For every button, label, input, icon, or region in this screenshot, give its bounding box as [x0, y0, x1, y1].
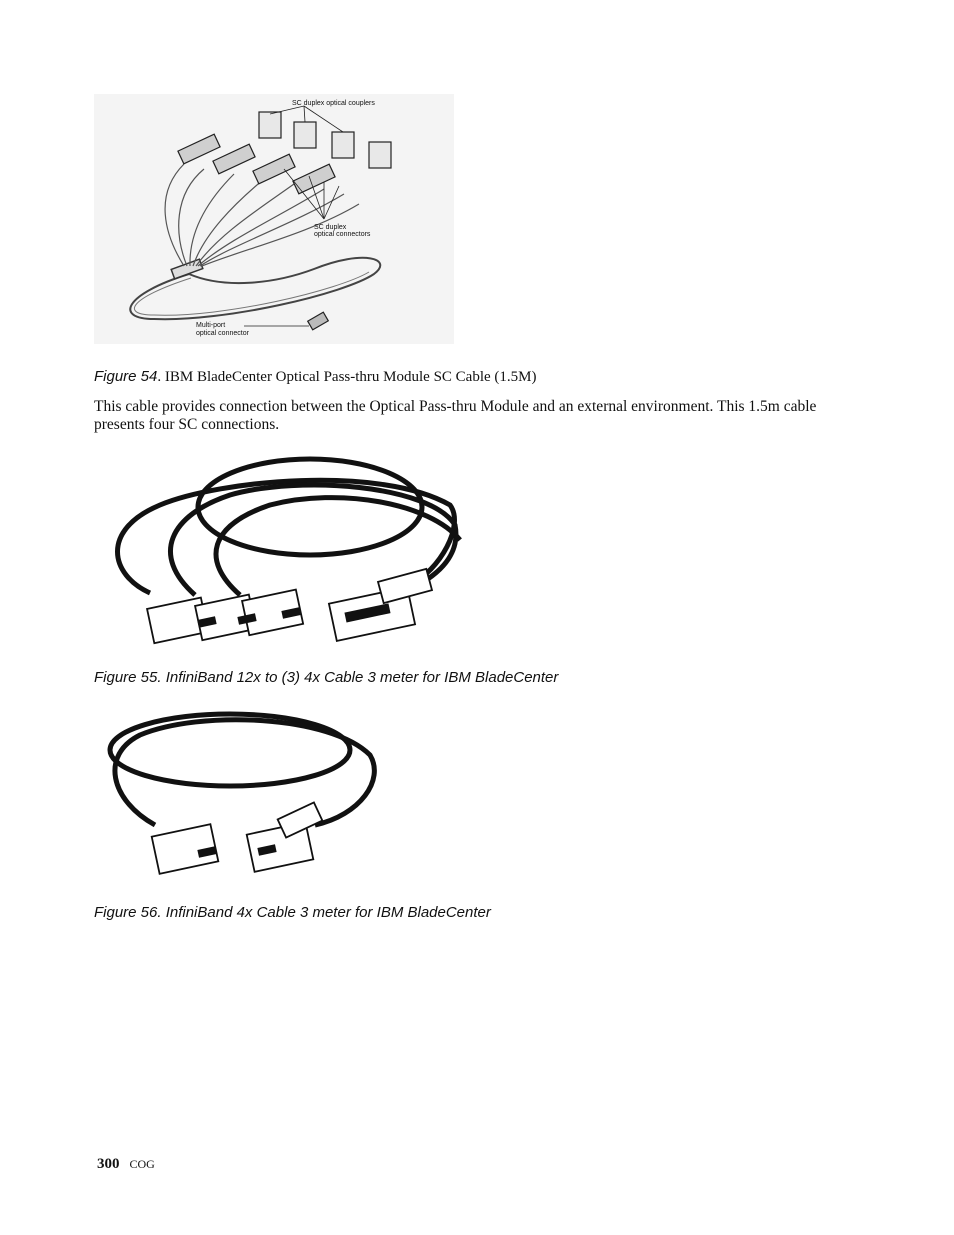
- callout-multiport-2: optical connector: [196, 330, 249, 337]
- page-number: 300: [97, 1156, 120, 1172]
- figure-54-caption-text: . IBM BladeCenter Optical Pass-thru Module SC Cable (1.5M): [157, 369, 537, 385]
- figure-54-label: Figure 54: [94, 368, 158, 385]
- callout-multiport-1: Multi-port: [196, 322, 226, 329]
- body-paragraph: This cable provides connection between the Optical Pass-thru Module and an external environment. This 1.5m cable presents four SC connections.: [94, 398, 817, 433]
- figure-54-image: [94, 94, 454, 344]
- figure-54-caption: [94, 368, 537, 386]
- callout-couplers: SC duplex optical couplers: [292, 100, 375, 107]
- figure-55-caption: Figure 55. InfiniBand 12x to (3) 4x Cable 3 meter for IBM BladeCenter: [94, 669, 559, 686]
- callout-connectors-1: SC duplex: [314, 224, 347, 231]
- figure-56-image: [100, 700, 400, 880]
- callout-connectors-2: optical connectors: [314, 231, 371, 238]
- page-footer: [97, 1156, 155, 1173]
- figure-55-image: [100, 445, 480, 645]
- doc-name: COG: [129, 1157, 155, 1171]
- figure-56-caption: Figure 56. InfiniBand 4x Cable 3 meter for IBM BladeCenter: [94, 904, 491, 921]
